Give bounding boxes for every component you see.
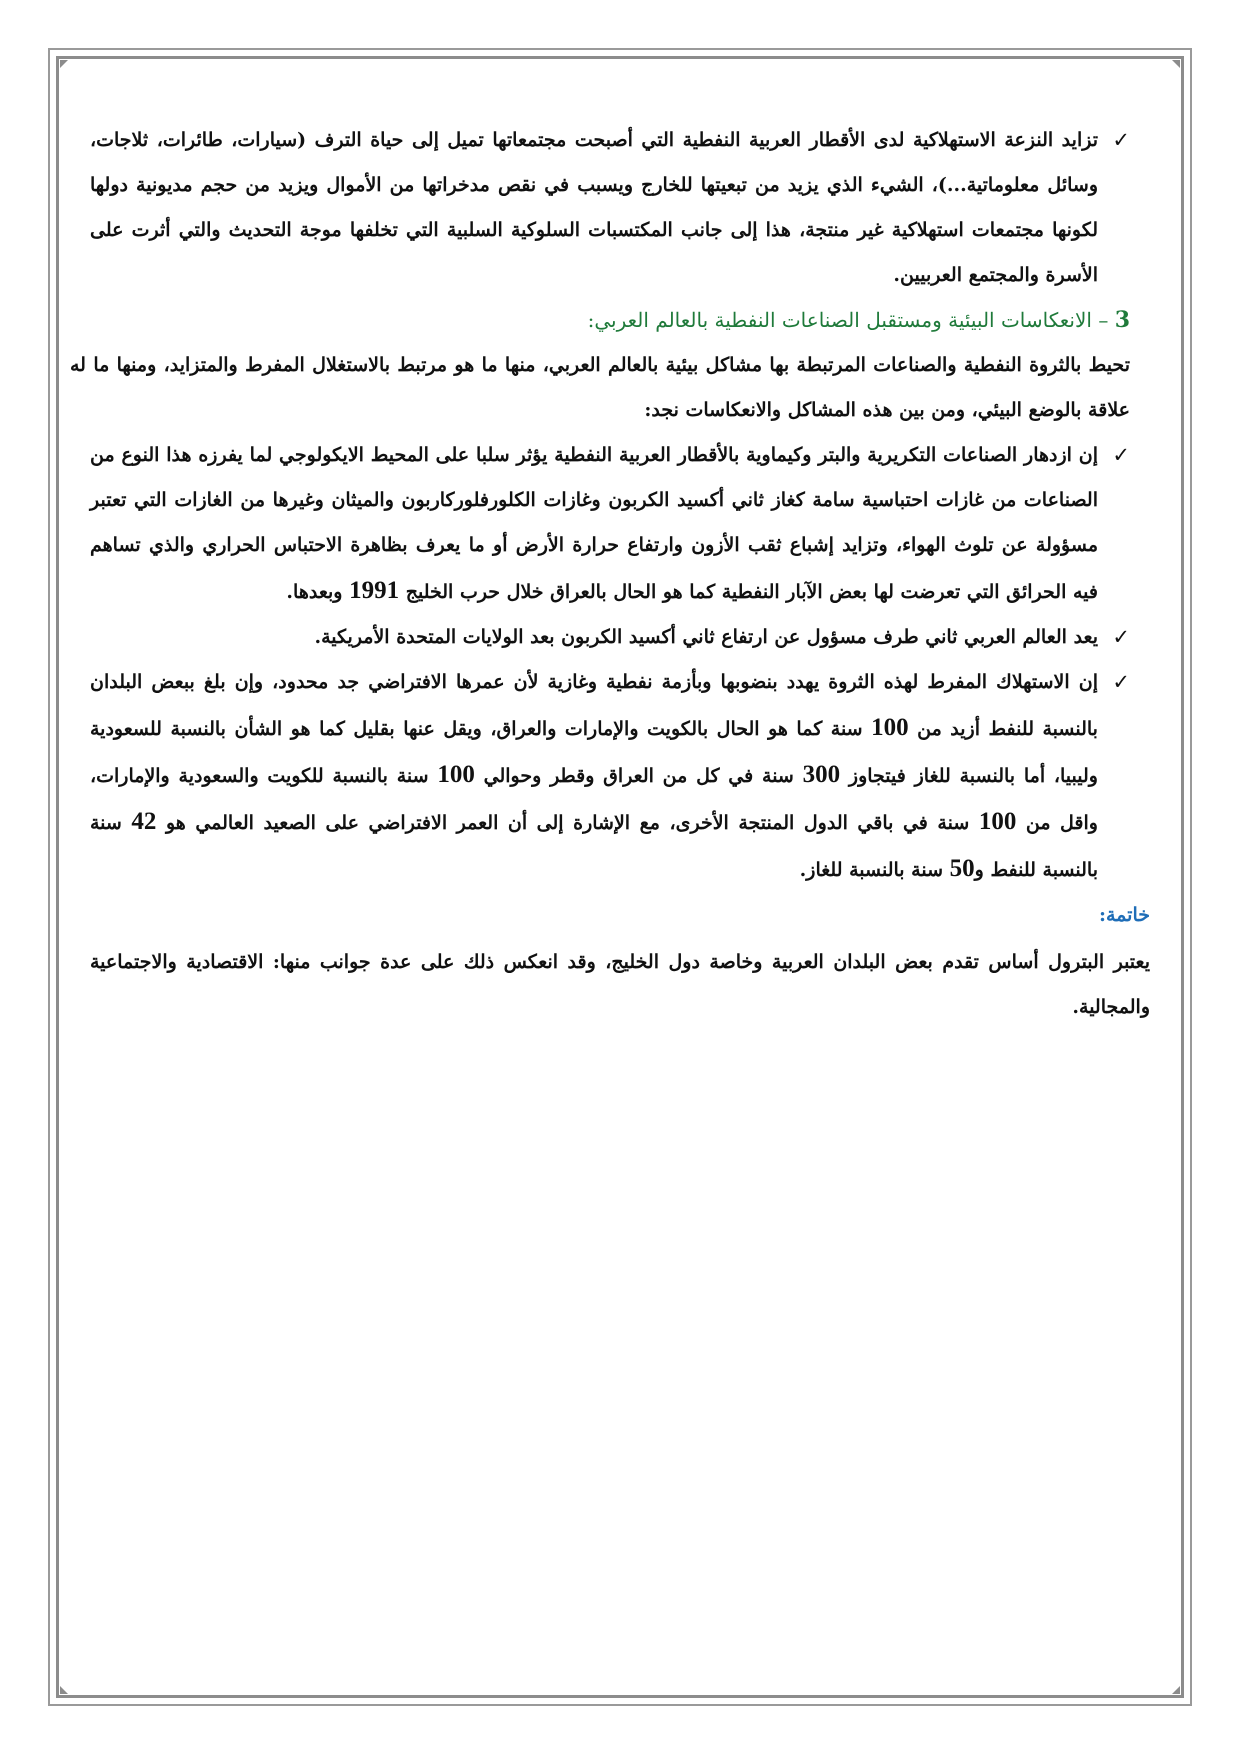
year-value: 1991 [349,577,400,604]
frame-corner-ornament [1172,1686,1180,1694]
bullet-text-part: وبعدها. [286,581,343,603]
bullet-text-part: سنة في باقي الدول المنتجة الأخرى، مع الإشارة إلى أن العمر الافتراضي على الصعيد العالمي هو [165,812,970,834]
check-icon: ✓ [1112,128,1130,152]
section-title: – الانعكاسات البيئية ومستقبل الصناعات النفطية بالعالم العربي: [587,308,1109,332]
bullet-co2-rank [90,615,1130,660]
number-value: 100 [871,714,909,741]
conclusion-text: يعتبر البترول أساس تقدم بعض البلدان العربية وخاصة دول الخليج، وقد انعكس ذلك على عدة جوانب منها: الاقتصادية والاجتماعية والمجالية. [90,951,1150,1018]
bullet-text: يعد العالم العربي ثاني طرف مسؤول عن ارتفاع ثاني أكسيد الكربون بعد الولايات المتحدة الأمريكية. [314,626,1098,648]
bullet-overconsumption [90,660,1130,893]
check-icon: ✓ [1112,670,1130,694]
bullet-text-part: سنة في كل من العراق وقطر وحوالي [483,765,794,787]
bullet-consumerism [90,118,1130,298]
bullet-text-part: إن ازدهار الصناعات التكريرية والبتر وكيماوية بالأقطار العربية النفطية يؤثر سلبا على المحيط الايكولوجي لما يفرزه هذا النوع من الصناعات من غازات احتباسية سامة كغاز ثاني أكسيد الكربون وغازات الكلورفلوركاربون والميثان وغيرها من الغازات التي تعتبر مسؤولة عن تلوث الهواء، وتزايد إشباع ثقب الأزون وارتفاع حرارة الأرض أو ما يعرف بظاهرة الاحتباس الحراري والذي تساهم فيه الحرائق التي تعرضت لها بعض الآبار النفطية كما هو الحال بالعراق خلال حرب الخليج [90,444,1098,603]
number-value: 50 [949,855,975,882]
number-value: 42 [131,808,157,835]
bullet-text-part: إن الاستهلاك المفرط لهذه الثروة يهدد بنضوبها وبأزمة نفطية وغازية لأن عمرها الافتراضي جد محدود، وإن بلغ ببعض البلدان بالنسبة للنفط أزيد من [90,671,1098,740]
number-value: 300 [802,761,841,788]
number-value: 100 [437,761,475,788]
conclusion-title: خاتمة: [1098,904,1150,926]
section-intro: تحيط بالثروة النفطية والصناعات المرتبطة بها مشاكل بيئية بالعالم العربي، منها ما هو مرتبط بالاستغلال المفرط والمتزايد، ومنها ما له علاقة بالوضع البيئي، ومن بين هذه المشاكل والانعكاسات نجد: [70,354,1130,421]
bullet-text-part: سنة بالنسبة للغاز. [799,859,944,881]
document-body [70,118,1150,1030]
frame-corner-ornament [60,60,68,68]
frame-corner-ornament [1172,60,1180,68]
frame-corner-ornament [60,1686,68,1694]
bullet-text-part: سنة كما هو الحال بالكويت والإمارات والعراق، ويقل عنها بقليل كما هو الشأن بالنسبة للسعودية وليبيا، أما بالنسبة للغاز فيتجاوز [90,718,1098,787]
bullet-text: تزايد النزعة الاستهلاكية لدى الأقطار العربية النفطية التي أصبحت مجتمعاتها تميل إلى حياة الترف (سيارات، طائرات، ثلاجات، وسائل معلوماتية...)، الشيء الذي يزيد من تبعيتها للخارج ويسبب في نقص مدخراتها من الأموال ويزيد من حجم مديونية دولها لكونها مجتمعات استهلاكية غير منتجة، هذا إلى جانب المكتسبات السلوكية السلبية التي تخلفها موجة التحديث والتي أثرت على الأسرة والمجتمع العربيين. [90,129,1098,286]
bullet-petrochemical-pollution [90,433,1130,615]
check-icon: ✓ [1112,625,1130,649]
number-value: 100 [978,808,1017,835]
section-number: 3 [1114,307,1130,333]
check-icon: ✓ [1112,443,1130,467]
bullet-text-part: سنة بالنسبة للكويت والسعودية والإمارات، واقل من [90,765,1098,834]
bullet-text-part: سنة بالنسبة للنفط و [90,812,1098,881]
section-heading [90,298,1130,343]
